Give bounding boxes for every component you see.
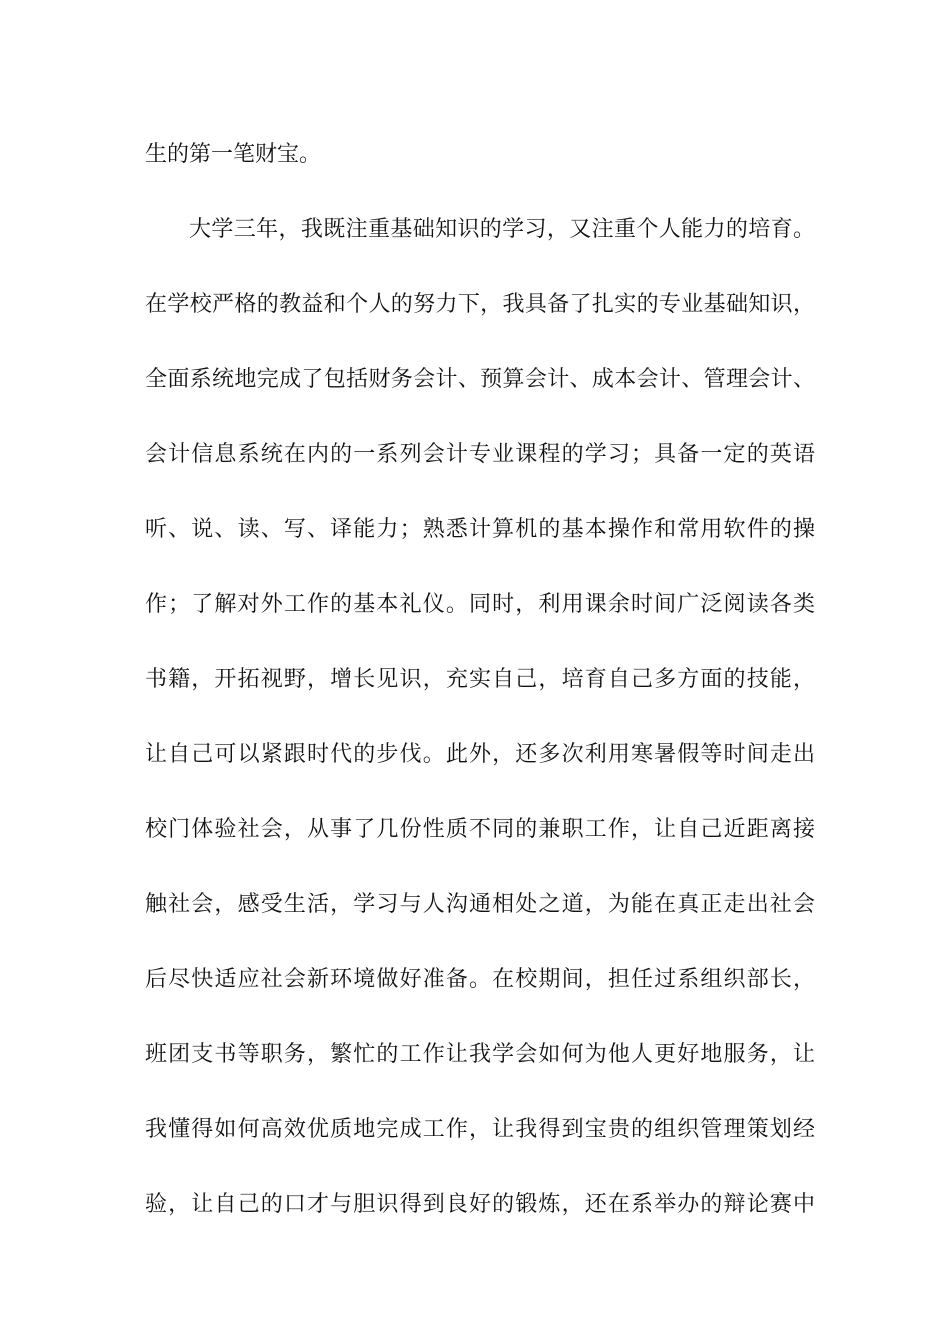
text-line: 验，让自己的口才与胆识得到良好的锻炼，还在系举办的辩论赛中 — [145, 1192, 815, 1217]
paragraph-first-line: 大学三年，我既注重基础知识的学习，又注重个人能力的培育。 — [189, 217, 815, 242]
text-line: 让自己可以紧跟时代的步伐。此外，还多次利用寒暑假等时间走出 — [145, 742, 815, 767]
text-line: 会计信息系统在内的一系列会计专业课程的学习；具备一定的英语 — [145, 442, 815, 467]
text-line: 班团支书等职务，繁忙的工作让我学会如何为他人更好地服务，让 — [145, 1042, 815, 1067]
text-line: 全面系统地完成了包括财务会计、预算会计、成本会计、管理会计、 — [145, 367, 815, 392]
text-line: 我懂得如何高效优质地完成工作，让我得到宝贵的组织管理策划经 — [145, 1117, 815, 1142]
text-line: 书籍，开拓视野，增长见识，充实自己，培育自己多方面的技能， — [145, 667, 815, 692]
text-line: 听、说、读、写、译能力；熟悉计算机的基本操作和常用软件的操 — [145, 517, 815, 542]
text-line: 在学校严格的教益和个人的努力下，我具备了扎实的专业基础知识， — [145, 292, 815, 317]
text-line: 生的第一笔财宝。 — [145, 142, 322, 167]
document-body — [145, 130, 815, 1255]
text-line: 作；了解对外工作的基本礼仪。同时，利用课余时间广泛阅读各类 — [145, 592, 815, 617]
text-line: 触社会，感受生活，学习与人沟通相处之道，为能在真正走出社会 — [145, 892, 815, 917]
text-line: 校门体验社会，从事了几份性质不同的兼职工作，让自己近距离接 — [145, 817, 815, 842]
text-line: 后尽快适应社会新环境做好准备。在校期间，担任过系组织部长， — [145, 967, 815, 992]
